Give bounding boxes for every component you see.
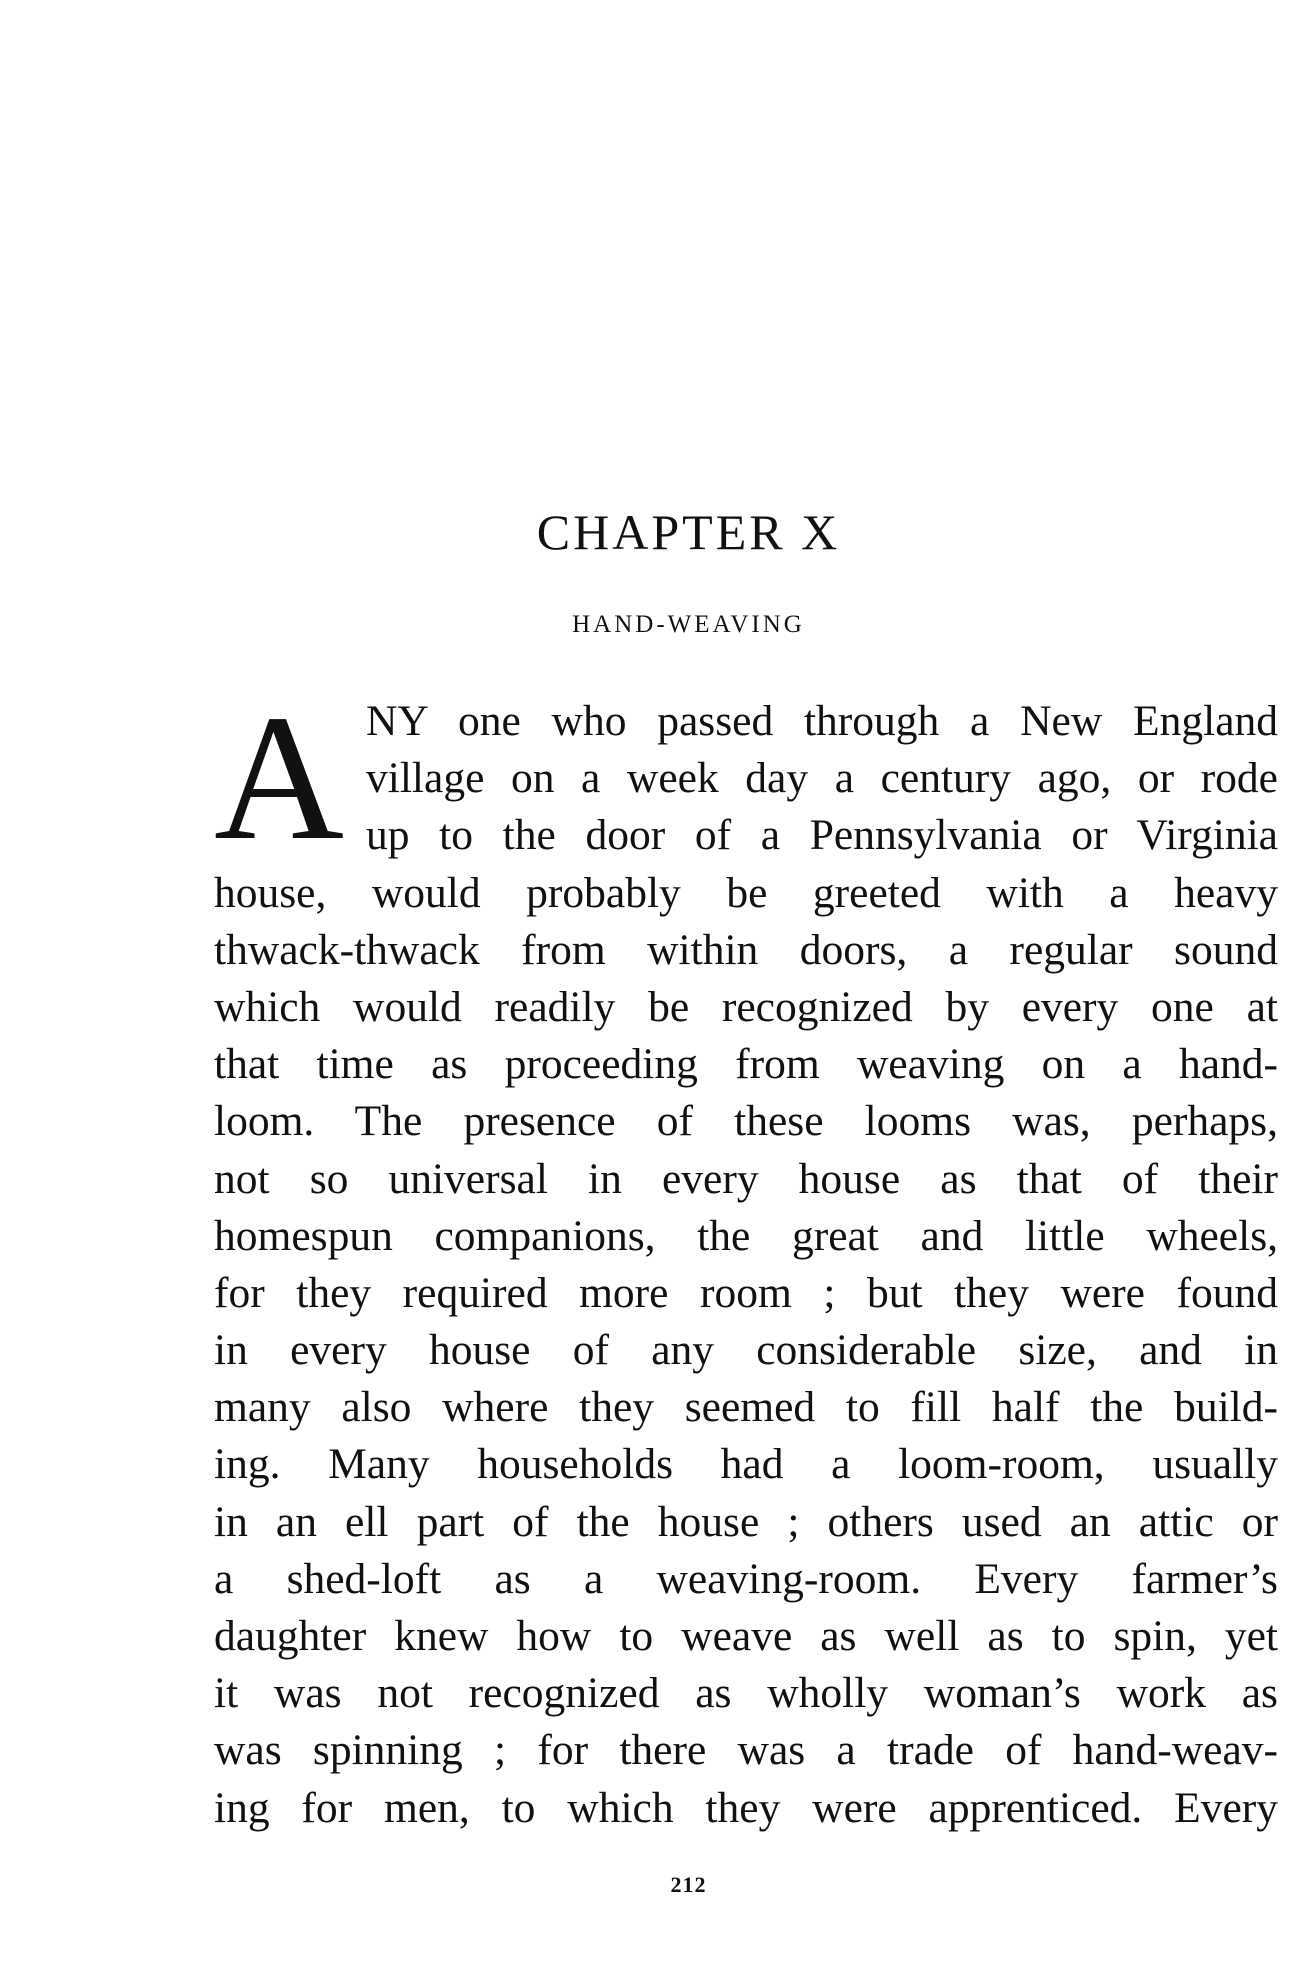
- text-line: ing. Many households had a loom-room, usually: [214, 1440, 1278, 1489]
- text-line: a shed-loft as a weaving-room. Every farmer’s: [214, 1554, 1278, 1603]
- text-line: daughter knew how to weave as well as to spin, yet: [214, 1612, 1278, 1660]
- text-line: in an ell part of the house ; others used an attic or: [214, 1497, 1278, 1546]
- chapter-subtitle: HAND-WEAVING: [572, 611, 805, 638]
- text-line: loom. The presence of these looms was, perhaps,: [214, 1097, 1278, 1146]
- drop-cap: A: [214, 678, 344, 877]
- text-line: homespun companions, the great and little wheels,: [214, 1211, 1278, 1260]
- text-line: thwack-thwack from within doors, a regular sound: [214, 925, 1278, 974]
- text-line: was spinning ; for there was a trade of hand-weav-: [214, 1726, 1278, 1775]
- text-line: not so universal in every house as that of their: [214, 1154, 1278, 1203]
- text-line: ing for men, to which they were apprenticed. Every: [214, 1783, 1278, 1832]
- text-line: up to the door of a Pennsylvania or Virginia: [366, 811, 1278, 860]
- chapter-title: CHAPTER X: [536, 504, 841, 560]
- text-line: house, would probably be greeted with a heavy: [214, 868, 1278, 917]
- text-line: which would readily be recognized by every one at: [214, 982, 1278, 1031]
- body-paragraph: [214, 678, 1278, 1837]
- text-line: for they required more room ; but they were found: [214, 1268, 1278, 1317]
- text-line: many also where they seemed to fill half the build-: [214, 1383, 1278, 1432]
- text-line: in every house of any considerable size, and in: [214, 1326, 1278, 1375]
- text-line: that time as proceeding from weaving on a hand-: [214, 1040, 1278, 1089]
- page-number: 212: [670, 1872, 707, 1897]
- text-line: NY one who passed through a New England: [366, 697, 1278, 745]
- text-line: it was not recognized as wholly woman’s work as: [214, 1669, 1278, 1718]
- text-line: village on a week day a century ago, or rode: [366, 754, 1278, 803]
